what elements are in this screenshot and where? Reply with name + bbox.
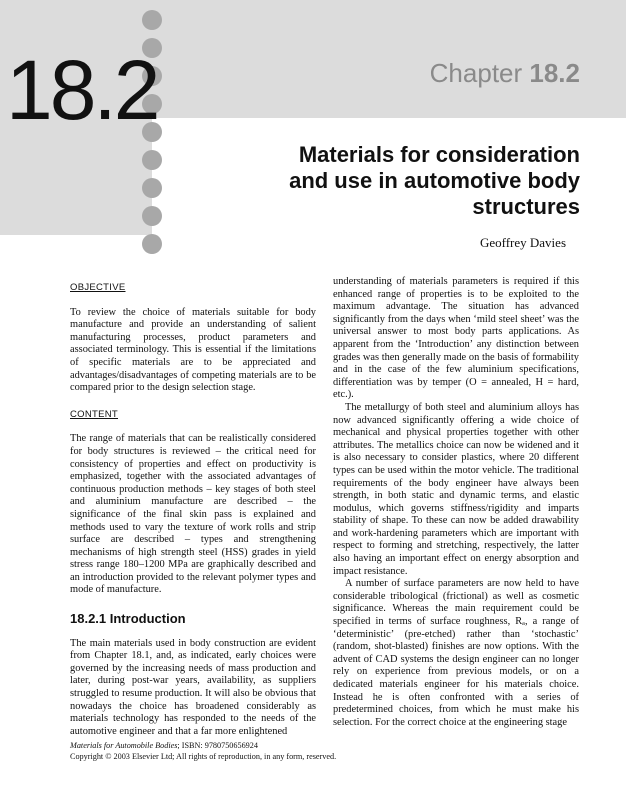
page-title bbox=[200, 142, 580, 220]
title-line: structures bbox=[472, 194, 580, 219]
decor-dot bbox=[142, 10, 162, 30]
objective-label: OBJECTIVE bbox=[70, 282, 126, 293]
citation-line bbox=[70, 740, 570, 751]
right-column bbox=[333, 276, 579, 729]
title-line: Materials for consideration bbox=[298, 142, 580, 167]
objective-text: To review the choice of materials suitable for body manufacture and provide an understanding of salient manufacturing processes, product parameters and associated terminology. This is essential if the limitations of specific materials are to be appreciated and advantages/disadvantages of competing materials are to be compared prior to the design selection stage. bbox=[70, 306, 316, 394]
left-column bbox=[70, 282, 316, 738]
copyright-line: Copyright © 2003 Elsevier Ltd; All rights of reproduction, in any form, reserved. bbox=[70, 752, 337, 761]
decor-dot bbox=[142, 178, 162, 198]
decor-dot bbox=[142, 234, 162, 254]
body-paragraph: The metallurgy of both steel and aluminium alloys has now advanced significantly offering a wide choice of mechanical and physical properties together with other attributes. The metallics choice can now be widened and it is also necessary to consider plastics, where 20 different types can be used within the motor vehicle. The traditional requirements of the body engineer have always been strength, in both static and dynamic terms, and elastic modulus, which governs stiffness/rigidity and imparts stability of shape. To these can now be added drawability and work-hardening parameters which are important with respect to forming and stretching, respectively, the latter also having an important effect on energy absorption and impact resistance. bbox=[333, 401, 579, 577]
chapter-number: 18.2 bbox=[529, 58, 580, 88]
chapter-label bbox=[430, 60, 580, 86]
decor-dot bbox=[142, 206, 162, 226]
content-label: CONTENT bbox=[70, 408, 119, 420]
chapter-big-number: 18.2 bbox=[6, 43, 158, 137]
title-line: and use in automotive body bbox=[289, 168, 580, 193]
isbn: ; ISBN: 9780750656924 bbox=[177, 741, 258, 750]
content-text: The range of materials that can be realistically considered for body structures is reviewed – the critical need for consistency of properties and effect on productivity is emphasized, together with the associated advantages of continuous production methods – key stages of both steel and aluminium manufacture are described – the significance of the final skin pass is explained and methods used to vary the texture of work rolls and strip surface are described – types and strengthening mechanisms of high strength steel (HSS) grades in yield stress range 180–1200 MPa are graphically described and an introduction provided to the relevant polymer types and mode of manufacture. bbox=[70, 433, 316, 596]
body-paragraph: understanding of materials parameters is required if this enhanced range of properties is to be exploited to the maximum advantage. The situation has advanced significantly from the days when ‘mild steel sheet’ was the universal answer to most body parts applications. As apparent from the ‘Introduction’ any distinction between grades was then generally made on the basis of formability and in the case of the few aluminium specifications, differentiation was by temper (O = annealed, H = hard, etc.). bbox=[333, 276, 579, 401]
chapter-word: Chapter bbox=[429, 58, 523, 88]
page-footer bbox=[70, 740, 570, 762]
book-title: Materials for Automobile Bodies bbox=[70, 741, 178, 750]
body-paragraph: A number of surface parameters are now held to have considerable tribological (frictional) as well as cosmetic significance. Whereas the main requirement could be specified in terms of surface roughness, Rₐ, a range of ‘deterministic’ (pre-etched) rather than ‘stochastic’ (random, shot-blasted) finishes are now options. With the advent of CAD systems the design engineer can no longer rely on experience from previous models, or on a dedicated materials engineer for his materials choice. Instead he is often confronted with a series of predetermined choices, from which he must make his selection. For the correct choice at the engineering stage bbox=[333, 578, 579, 728]
author-name: Geoffrey Davies bbox=[479, 235, 566, 250]
section-heading: 18.2.1 Introduction bbox=[70, 611, 186, 627]
decor-dot bbox=[142, 150, 162, 170]
intro-paragraph: The main materials used in body construction are evident from Chapter 18.1, and, as indicated, early choices were governed by the increasing needs of mass production and later, during post-war years, availability, as suppliers struggled to resume production. It will also be obvious that nowadays the choice has broadened considerably as materials technology has responded to the needs of the automotive engineer and that a far more enlightened bbox=[70, 637, 316, 737]
